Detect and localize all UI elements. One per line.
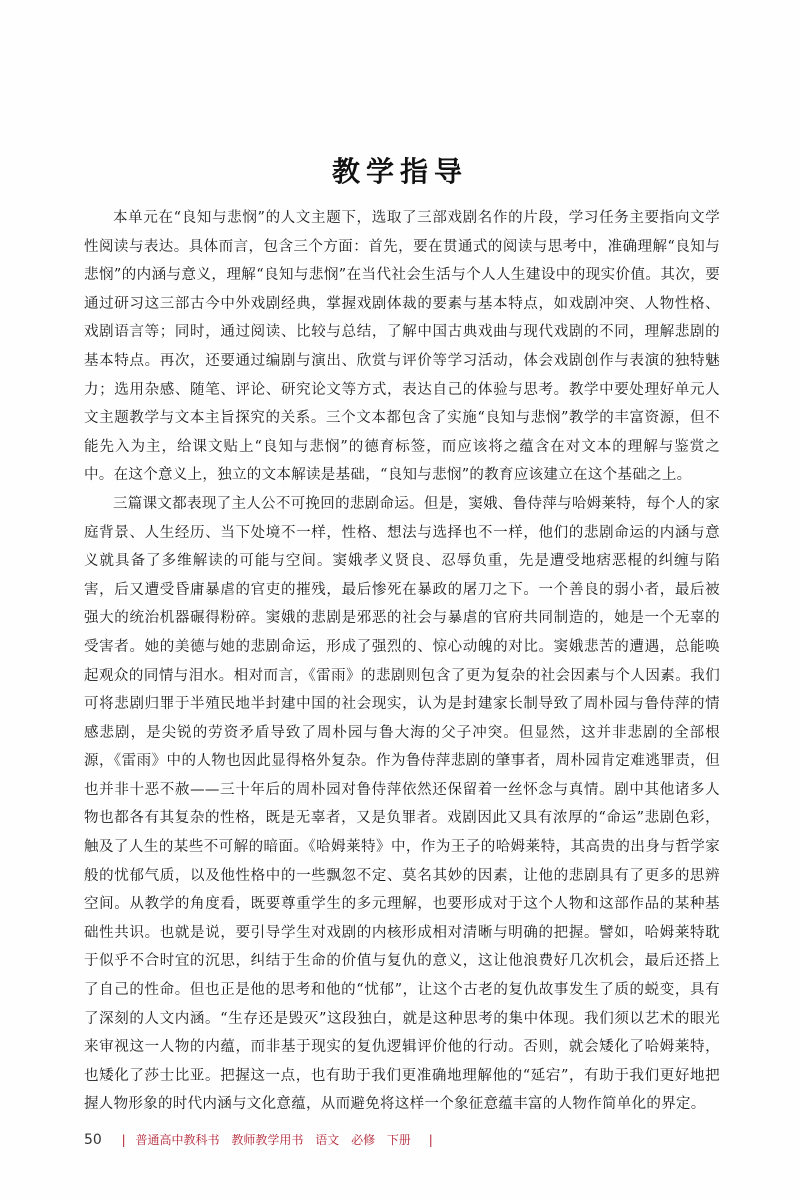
footer-book-series: 普通高中教科书	[135, 1133, 220, 1147]
body-text	[84, 204, 720, 1119]
footer-course: 必修	[351, 1133, 376, 1147]
footer-book-type: 教师教学用书	[231, 1133, 304, 1147]
paragraph: 本单元在“良知与悲悯”的人文主题下，选取了三部戏剧名作的片段，学习任务主要指向文学性阅读与表达。具体而言，包含三个方面：首先，要在贯通式的阅读与思考中，准确理解“良知与悲悯”的内涵与意义，理解“良知与悲悯”在当代社会生活与个人人生建设中的现实价值。其次，要通过研习这三部古今中外戏剧经典，掌握戏剧体裁的要素与基本特点，如戏剧冲突、人物性格、戏剧语言等；同时，通过阅读、比较与总结，了解中国古典戏曲与现代戏剧的不同，理解悲剧的基本特点。再次，还要通过编剧与演出、欣赏与评价等学习活动，体会戏剧创作与表演的独特魅力；选用杂感、随笔、评论、研究论文等方式，表达自己的体验与思考。教学中要处理好单元人文主题教学与文本主旨探究的关系。三个文本都包含了实施“良知与悲悯”教学的丰富资源，但不能先入为主，给课文贴上“良知与悲悯”的德育标签，而应该将之蕴含在对文本的理解与鉴赏之中。在这个意义上，独立的文本解读是基础，“良知与悲悯”的教育应该建立在这个基础之上。	[84, 210, 720, 484]
footer-volume: 下册	[386, 1133, 411, 1147]
page-number: 50	[84, 1132, 102, 1148]
footer-subject: 语文	[315, 1133, 340, 1147]
page-title: 教学指导	[331, 155, 468, 188]
footer-separator: |	[121, 1133, 126, 1147]
page-footer	[84, 1131, 439, 1148]
paragraph: 三篇课文都表现了主人公不可挽回的悲剧命运。但是，窦娥、鲁侍萍与哈姆莱特，每个人的家庭背景、人生经历、当下处境不一样，性格、想法与选择也不一样，他们的悲剧命运的内涵与意义就具备了多维解读的可能与空间。窦娥孝义贤良、忍辱负重，先是遭受地痞恶棍的纠缠与陷害，后又遭受昏庸暴虐的官吏的摧残，最后惨死在暴政的屠刀之下。一个善良的弱小者，最后被强大的统治机器碾得粉碎。窦娥的悲剧是邪恶的社会与暴虐的官府共同制造的，她是一个无辜的受害者。她的美德与她的悲剧命运，形成了强烈的、惊心动魄的对比。窦娥悲苦的遭遇，总能唤起观众的同情与泪水。相对而言，《雷雨》的悲剧则包含了更为复杂的社会因素与个人因素。我们可将悲剧归罪于半殖民地半封建中国的社会现实，认为是封建家长制导致了周朴园与鲁侍萍的情感悲剧，是尖锐的劳资矛盾导致了周朴园与鲁大海的父子冲突。但显然，这并非悲剧的全部根源，《雷雨》中的人物也因此显得格外复杂。作为鲁侍萍悲剧的肇事者，周朴园肯定难逃罪责，但也并非十恶不赦——三十年后的周朴园对鲁侍萍依然还保留着一丝怀念与真情。剧中其他诸多人物也都各有其复杂的性格，既是无辜者，又是负罪者。戏剧因此又具有浓厚的“命运”悲剧色彩，触及了人生的某些不可解的暗面。《哈姆莱特》中，作为王子的哈姆莱特，其高贵的出身与哲学家般的忧郁气质，以及他性格中的一些飘忽不定、莫名其妙的因素，让他的悲剧具有了更多的思辨空间。从教学的角度看，既要尊重学生的多元理解，也要形成对于这个人物和这部作品的某种基础性共识。也就是说，要引导学生对戏剧的内核形成相对清晰与明确的把握。譬如，哈姆莱特耽于似乎不合时宜的沉思，纠结于生命的价值与复仇的意义，这让他浪费好几次机会，最后还搭上了自己的性命。但也正是他的思考和他的“忧郁”，让这个古老的复仇故事发生了质的蜕变，具有了深刻的人文内涵。“生存还是毁灭”这段独白，就是这种思考的集中体现。我们须以艺术的眼光来审视这一人物的内蕴，而非基于现实的复仇逻辑评价他的行动。否则，就会矮化了哈姆莱特，也矮化了莎士比亚。把握这一点，也有助于我们更准确地理解他的“延宕”，有助于我们更好地把握人物形象的时代内涵与文化意蕴，从而避免将这样一个象征意蕴丰富的人物作简单化的界定。	[84, 495, 720, 1113]
footer-separator: |	[428, 1133, 433, 1147]
